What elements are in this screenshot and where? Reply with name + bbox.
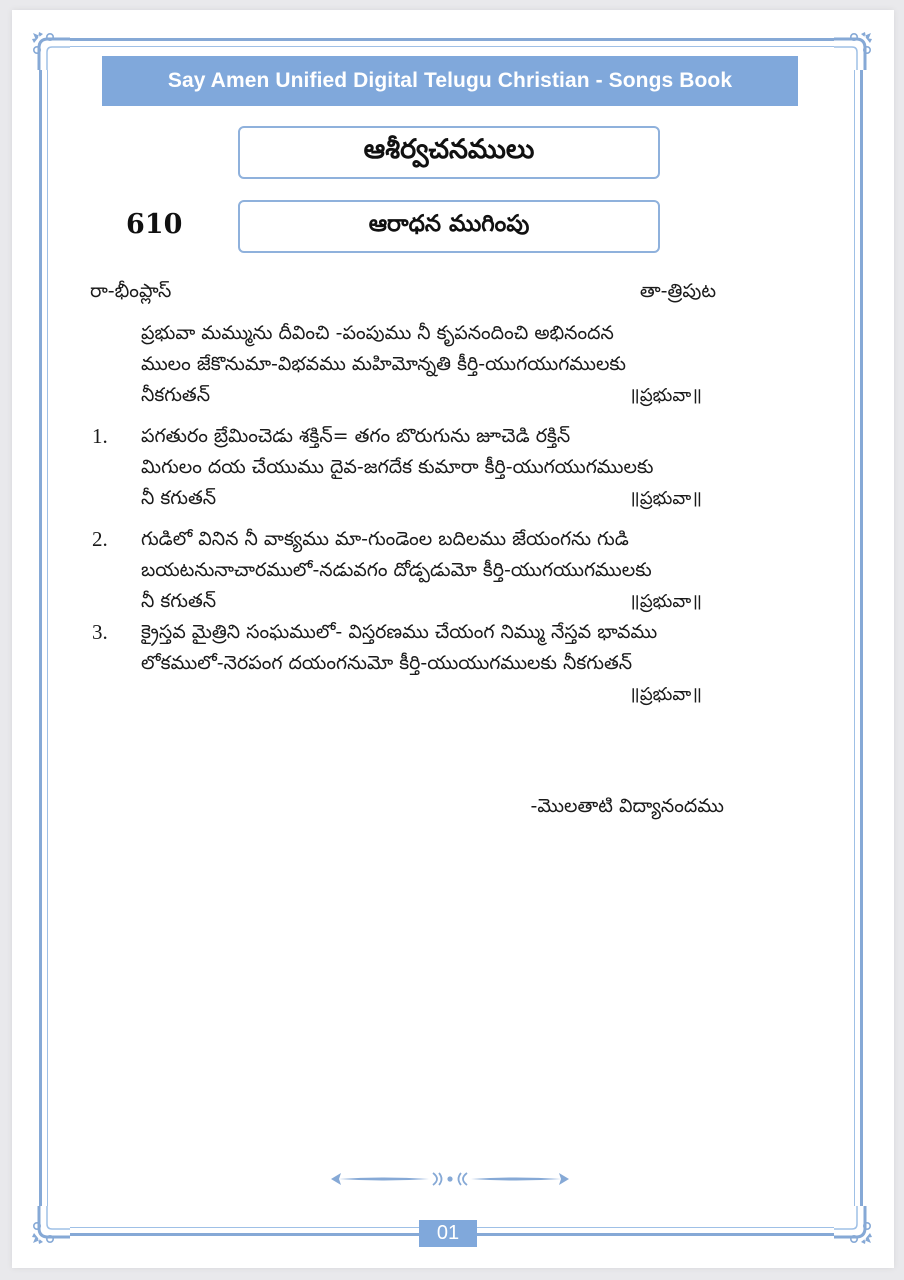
tala-label: తా-త్రిపుట: [639, 280, 716, 302]
charanam-number: 2.: [92, 527, 108, 551]
song-number: 610: [126, 209, 183, 240]
refrain-marker: ॥ప్రభువా॥: [629, 591, 702, 612]
charanam-number: 1.: [92, 424, 108, 448]
charanam-line: 1. పగతురం బ్రేమించెడు శక్తిన్= తగం బొరుగును జూచెడి రక్తిన్: [90, 421, 740, 452]
charanam-line: బయటనునాచారములో-నడువగం దోడ్పడుమో కీర్తి-యుగయుగములకు: [141, 559, 652, 581]
charanam-line: [90, 679, 740, 710]
pallavi-line: ప్రభువా మమ్మును దీవించి -పంపుము నీ కృపనందించి అభినందన: [141, 322, 614, 344]
corner-ornament-icon: [30, 1206, 70, 1246]
category-title-box: [238, 126, 660, 179]
page-number-badge: [419, 1220, 477, 1247]
charanam-number: 3.: [92, 620, 108, 644]
refrain-marker: ॥ప్రభువా॥: [629, 488, 702, 509]
charanam-line: లోకములో-నెరపంగ దయంగనుమో కీర్తి-యుయుగములకు నీకగుతన్: [141, 652, 633, 674]
charanam-line: 3. క్రైస్తవ మైత్రిని సంఘములో- విస్తరణము చేయంగ నిమ్ము నేస్తవ భావము: [90, 617, 740, 648]
charanam-line: నీ కగుతన్ ॥ప్రభువా॥: [90, 586, 740, 617]
page-number: 01: [436, 1222, 460, 1244]
book-title: Say Amen Unified Digital Telugu Christian - Songs Book: [167, 69, 733, 92]
song-author: -మొలతాటి విద్యానందము: [530, 795, 724, 817]
pallavi-line: ములం జేకొనుమా-విభవము మహిమోన్నతి కీర్తి-యుగయుగములకు: [141, 353, 626, 375]
song-title-box: [238, 200, 660, 253]
song-title: ఆరాధన ముగింపు: [368, 210, 530, 237]
song-lyrics: [90, 318, 740, 710]
charanam-line: 2. గుడిలో వినిన నీ వాక్యము మా-గుండెంల బదిలము జేయంగను గుడి: [90, 524, 740, 555]
corner-ornament-icon: [834, 1206, 874, 1246]
book-header-band: [102, 56, 798, 106]
raga-label: రా-భీంప్లాస్: [90, 280, 172, 302]
charanam-line: మిగులం దయ చేయుము దైవ-జగదేక కుమారా కీర్తి-యుగయుగములకు: [141, 456, 654, 478]
raga-tala-row: [90, 280, 716, 307]
charanam-line: నీ కగుతన్ ॥ప్రభువా॥: [90, 483, 740, 514]
corner-ornament-icon: [834, 30, 874, 70]
corner-ornament-icon: [30, 30, 70, 70]
refrain-marker: ॥ప్రభువా॥: [629, 385, 702, 406]
footer-ornament-icon: [329, 1168, 571, 1190]
pallavi-line: నీకగుతన్ ॥ప్రభువా॥: [90, 380, 740, 411]
refrain-marker: ॥ప్రభువా॥: [629, 684, 702, 705]
category-title: ఆశీర్వచనములు: [363, 133, 535, 165]
